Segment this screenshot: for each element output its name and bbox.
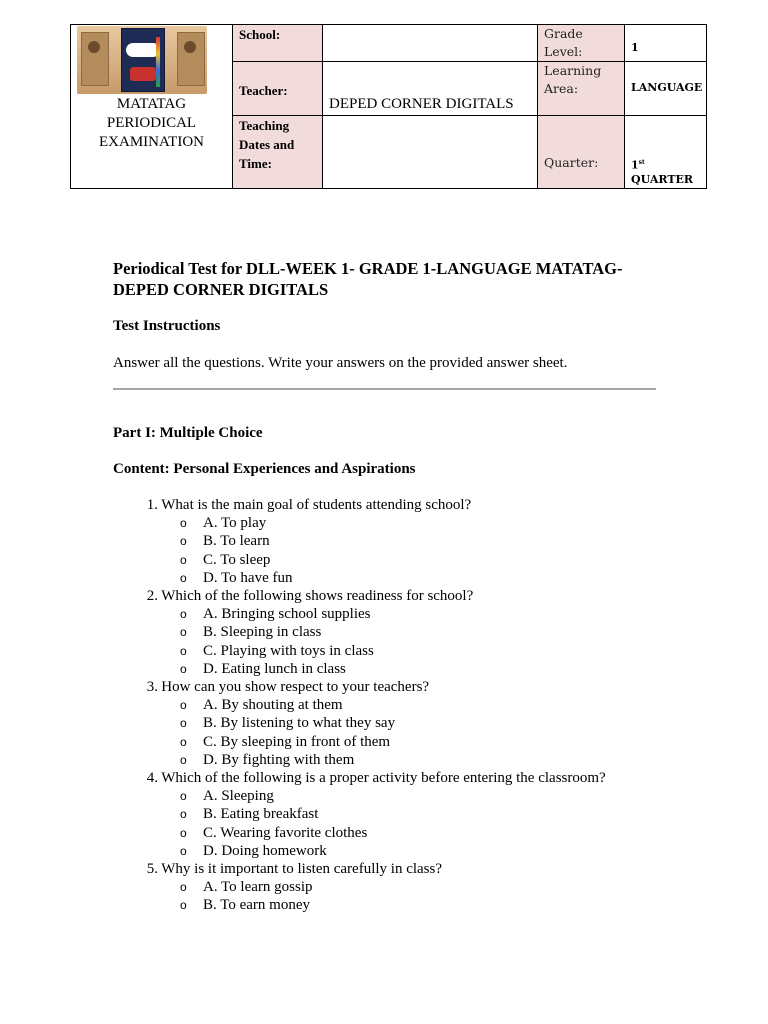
option-text: B. Eating breakfast [203,806,319,823]
question-number: 3. [146,679,158,696]
bullet-icon: o [180,880,187,895]
quarter-label: Quarter: [544,155,599,170]
learning-area-label-line-1: Learning [544,63,602,78]
teacher-value-cell [323,62,538,116]
bullet-icon: o [180,643,187,658]
answer-option [113,824,673,842]
section-divider [113,388,656,390]
answer-option [113,842,673,860]
logo-cell [71,25,233,189]
option-text: B. To learn [203,533,270,550]
bullet-icon: o [180,570,187,585]
question-number: 2. [146,588,158,605]
option-text: A. Sleeping [203,788,274,805]
bullet-icon: o [180,898,187,913]
option-text: C. Wearing favorite clothes [203,824,368,841]
bullet-icon: o [180,716,187,731]
question-text: Which of the following is a proper activity before entering the classroom? [161,770,606,787]
answer-option [113,805,673,823]
answer-option [113,896,673,914]
answer-option [113,751,673,769]
teacher-label-cell [233,62,323,116]
quarter-value-cell [625,116,707,189]
learning-area-label-cell [538,62,625,116]
answer-option [113,714,673,732]
bullet-icon: o [180,516,187,531]
question-text: What is the main goal of students attending school? [161,497,472,513]
question-number: 5. [146,861,158,878]
learning-area-value-cell [625,62,707,116]
bullet-icon: o [180,825,187,840]
option-list [113,514,673,587]
teaching-dates-label-line-2: Dates and [239,137,295,152]
option-text: A. To learn gossip [203,879,313,896]
bullet-icon: o [180,807,187,822]
learning-area-label-line-2: Area: [544,81,579,96]
learning-area-value: LANGUAGE [631,81,703,94]
bullet-icon: o [180,752,187,767]
exam-title-line-3: EXAMINATION [99,134,204,150]
grade-level-label: Grade Level: [544,26,583,59]
option-text: D. To have fun [203,569,293,586]
content-heading: Content: Personal Experiences and Aspirations [113,461,416,477]
option-text: A. By shouting at them [203,697,343,714]
answer-option [113,696,673,714]
question-item [113,678,673,769]
option-text: A. Bringing school supplies [203,606,371,623]
bullet-icon: o [180,734,187,749]
teaching-dates-label-line-1: Teaching [239,118,290,133]
bullet-icon: o [180,552,187,567]
teacher-value: DEPED CORNER DIGITALS [329,96,514,112]
grade-level-value-cell [625,25,707,62]
question-text: How can you show respect to your teachers? [161,679,430,696]
answer-option [113,605,673,623]
bullet-icon: o [180,661,187,676]
question-number: 4. [146,770,158,787]
bullet-icon: o [180,534,187,549]
test-title-line-1: Periodical Test for DLL-WEEK 1- GRADE 1-LANGUAGE MATATAG- [113,259,623,278]
option-text: B. To earn money [203,897,310,914]
question-text: Which of the following shows readiness for school? [161,588,474,605]
header-table [70,24,707,189]
school-label: School: [239,27,281,42]
bullet-icon: o [180,698,187,713]
answer-option [113,787,673,805]
quarter-value [625,116,706,173]
option-text: D. Doing homework [203,842,327,859]
grade-level-label-cell [538,25,625,62]
bullet-icon: o [180,607,187,622]
question-item [113,496,673,587]
option-text: B. By listening to what they say [203,715,396,732]
quarter-ordinal: st [638,159,645,166]
answer-option [113,733,673,751]
school-value-cell [323,25,538,62]
quarter-word: QUARTER [631,172,694,186]
instructions-heading: Test Instructions [113,318,221,334]
option-text: C. Playing with toys in class [203,642,374,659]
part-heading: Part I: Multiple Choice [113,425,263,441]
option-text: A. To play [203,515,267,532]
answer-option [113,623,673,641]
teaching-dates-label-line-3: Time: [239,156,272,171]
question-item [113,587,673,678]
option-text: C. To sleep [203,551,271,568]
answer-option [113,532,673,550]
exam-title-line-1: MATATAG [116,96,187,112]
test-title-line-2: DEPED CORNER DIGITALS [113,280,329,299]
deped-corner-logo [77,26,207,94]
option-text: D. By fighting with them [203,751,355,768]
question-item [113,860,673,915]
option-text: B. Sleeping in class [203,624,322,641]
answer-option [113,660,673,678]
bullet-icon: o [180,789,187,804]
answer-option [113,514,673,532]
teacher-label: Teacher: [239,83,288,98]
question-number: 1. [146,497,158,513]
option-list [113,878,673,914]
teaching-dates-value-cell [323,116,538,189]
answer-option [113,878,673,896]
bullet-icon: o [180,625,187,640]
question-text: Why is it important to listen carefully in class? [161,861,443,878]
answer-option [113,551,673,569]
quarter-label-cell [538,116,625,189]
question-list [113,496,673,915]
question-item [113,769,673,860]
option-text: C. By sleeping in front of them [203,733,391,750]
school-label-cell [233,25,323,62]
option-list [113,696,673,769]
test-content [113,258,673,372]
quarter-number: 1 [631,158,639,172]
option-text: D. Eating lunch in class [203,660,346,677]
exam-title-line-2: PERIODICAL [106,115,197,131]
bullet-icon: o [180,843,187,858]
answer-option [113,569,673,587]
grade-level-value: 1 [631,41,639,54]
teaching-dates-label-cell [233,116,323,189]
instructions-text: Answer all the questions. Write your answers on the provided answer sheet. [113,355,568,371]
part-headings [113,424,673,478]
option-list [113,605,673,678]
answer-option [113,642,673,660]
option-list [113,787,673,860]
